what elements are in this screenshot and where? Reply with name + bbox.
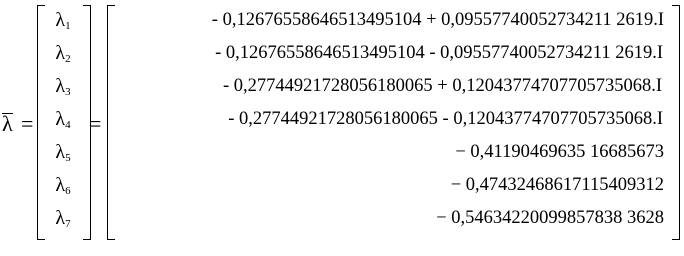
value-row-1: - 0,12676558646513495104 + 0,09557740052734211 2619.I xyxy=(211,10,664,30)
lambda-base: λ xyxy=(55,174,66,196)
vector-entry-6 xyxy=(45,173,81,203)
value-row-6: − 0,47432468617115409312 xyxy=(450,175,664,195)
vector-entry-3 xyxy=(45,74,81,104)
lambda-subscript: 1 xyxy=(65,20,71,32)
vector-entry-2 xyxy=(45,41,81,71)
value-row-2: - 0,12676558646513495104 - 0,09557740052734211 2619.I xyxy=(215,43,663,63)
lambda-subscript: 6 xyxy=(65,185,71,197)
value-row-7: − 0,54634220099857838 3628 xyxy=(436,208,664,228)
lambda-with-bar: λ xyxy=(2,111,13,136)
value-row-5: − 0,41190469635 16685673 xyxy=(455,142,664,162)
lambda-base: λ xyxy=(55,108,66,130)
value-row-3: - 0,27744921728056180065 + 0,12043774707705735068.I xyxy=(222,76,662,96)
vector-entry-5 xyxy=(45,140,81,170)
vector-entry-4 xyxy=(45,107,81,137)
lambda-subscript: 3 xyxy=(65,86,71,98)
equals-sign-2: = xyxy=(89,111,102,136)
vector-entry-7 xyxy=(45,206,81,236)
value-row-4: - 0,27744921728056180065 - 0,12043774707705735068.I xyxy=(228,109,663,129)
lambda-subscript: 7 xyxy=(65,218,71,230)
vector-entry-1 xyxy=(45,8,81,38)
equals-sign-1: = xyxy=(21,111,34,136)
lambda-base: λ xyxy=(55,75,66,97)
lambda-subscript: 4 xyxy=(65,119,71,131)
lambda-subscript: 5 xyxy=(65,152,71,164)
lambda-vector-symbol xyxy=(2,111,13,137)
lambda-subscript: 2 xyxy=(65,53,71,65)
left-bracket-values xyxy=(107,5,115,240)
lambda-base: λ xyxy=(55,141,66,163)
lambda-base: λ xyxy=(55,207,66,229)
lambda-base: λ xyxy=(55,42,66,64)
right-bracket-values xyxy=(672,5,680,240)
lambda-base: λ xyxy=(55,9,66,31)
left-bracket-vector xyxy=(37,5,45,240)
